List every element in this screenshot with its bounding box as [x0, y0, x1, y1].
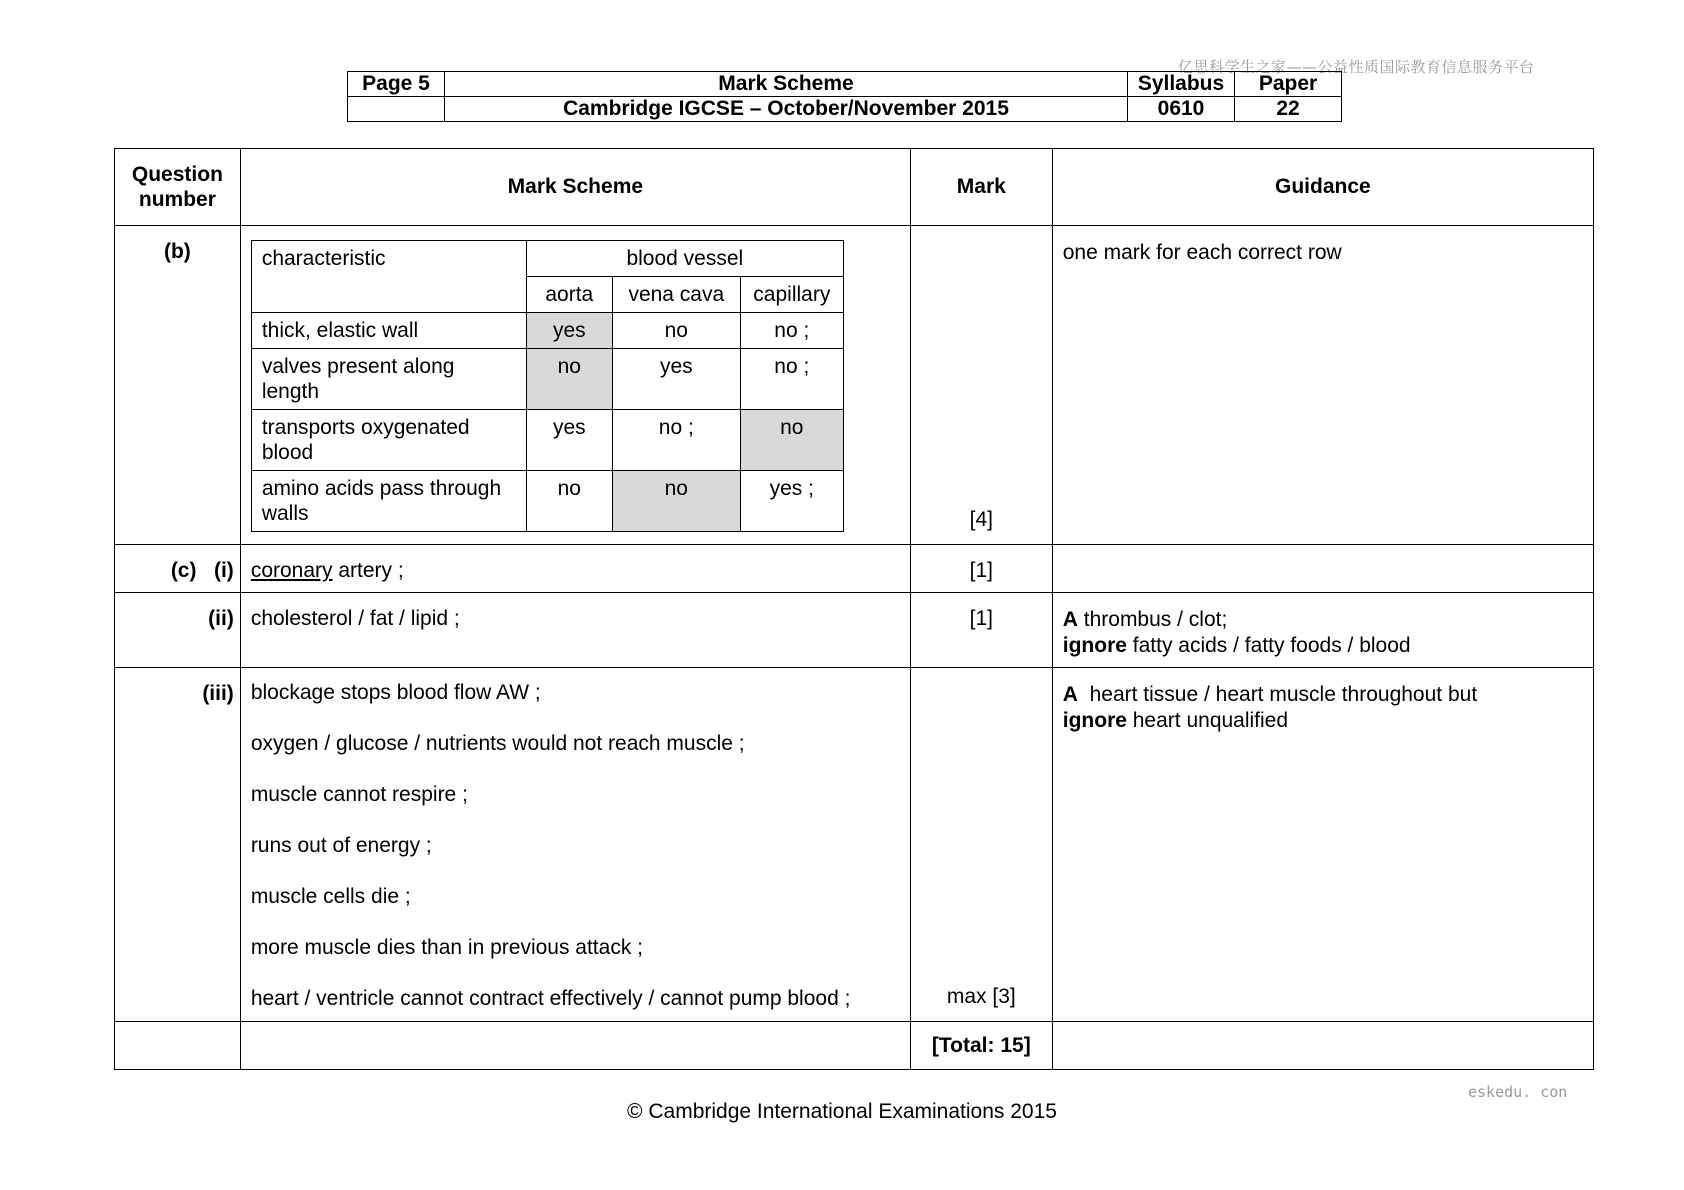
scheme-point: oxygen / glucose / nutrients would not reach muscle ;: [250, 732, 745, 755]
mark-b: [4]: [910, 226, 1052, 545]
vessel-aorta: aorta: [526, 277, 612, 313]
header-page: Page 5: [348, 72, 445, 97]
scheme-point: blockage stops blood flow AW ;: [250, 681, 541, 704]
scheme-c-i-rest: artery ;: [332, 559, 404, 582]
cell: no: [612, 471, 740, 532]
q-c-i: (c) (i): [115, 545, 241, 593]
col-mark: Mark: [910, 149, 1052, 226]
col-guidance: Guidance: [1052, 149, 1593, 226]
cell: no: [740, 410, 843, 471]
cell: no: [526, 471, 612, 532]
row-label: transports oxygenated blood: [251, 410, 526, 471]
row-label: thick, elastic wall: [251, 313, 526, 349]
guidance-c-iii: [1052, 668, 1593, 1022]
underlined-term: coronary: [250, 559, 333, 582]
watermark-top: 亿思科学生之家——公益性质国际教育信息服务平台: [1178, 58, 1535, 76]
guidance-line: [1063, 682, 1583, 708]
total-empty-scheme: [240, 1022, 910, 1070]
mark-scheme-table: [114, 148, 1594, 1070]
table-row: [251, 410, 843, 471]
guidance-text: fatty acids / fatty foods / blood: [1126, 634, 1411, 657]
guidance-c-i: [1052, 545, 1593, 593]
cell: no ;: [740, 313, 843, 349]
accept-label: A: [1062, 683, 1078, 706]
mark-c-iii: max [3]: [910, 668, 1052, 1022]
scheme-point: heart / ventricle cannot contract effectively / cannot pump blood ;: [250, 987, 851, 1010]
header-exam: Cambridge IGCSE – October/November 2015: [445, 97, 1128, 122]
header-syllabus: 0610: [1128, 97, 1235, 122]
col-question-label: Question number: [131, 163, 223, 211]
row-b: [115, 226, 1594, 545]
cell: no: [526, 349, 612, 410]
q-c-ii: (ii): [115, 593, 241, 668]
guidance-text: heart tissue / heart muscle throughout but: [1077, 683, 1478, 706]
q-b: (b): [115, 226, 241, 545]
row-label: amino acids pass through walls: [251, 471, 526, 532]
table-row: [251, 349, 843, 410]
cell: no: [612, 313, 740, 349]
mark-c-ii: [1]: [910, 593, 1052, 668]
scheme-point: more muscle dies than in previous attack ;: [250, 936, 643, 959]
cell: no ;: [740, 349, 843, 410]
guidance-line: [1063, 708, 1583, 734]
ignore-label: ignore: [1062, 634, 1127, 657]
scheme-c-iii: [240, 668, 910, 1022]
ignore-label: ignore: [1062, 709, 1127, 732]
page-header-table: [347, 71, 1342, 122]
scheme-c-ii: cholesterol / fat / lipid ;: [240, 593, 910, 668]
scheme-point: runs out of energy ;: [250, 834, 432, 857]
cell: no ;: [612, 410, 740, 471]
guidance-line: [1063, 633, 1583, 659]
col-scheme: Mark Scheme: [240, 149, 910, 226]
cell: yes ;: [740, 471, 843, 532]
table-row: [251, 313, 843, 349]
vessel-vena-cava: vena cava: [612, 277, 740, 313]
vessel-capillary: capillary: [740, 277, 843, 313]
accept-label: A: [1062, 608, 1078, 631]
col-question: [115, 149, 241, 226]
blood-vessel-table: [251, 240, 844, 532]
total-mark: [Total: 15]: [910, 1022, 1052, 1070]
row-total: [115, 1022, 1594, 1070]
cell: yes: [526, 313, 612, 349]
header-syllabus-label: Syllabus: [1128, 72, 1235, 97]
scheme-c-i: [240, 545, 910, 593]
q-c-iii: (iii): [115, 668, 241, 1022]
guidance-text: thrombus / clot;: [1077, 608, 1228, 631]
header-empty: [348, 97, 445, 122]
row-c-i: [115, 545, 1594, 593]
blood-vessel-header: blood vessel: [526, 241, 843, 277]
total-empty-q: [115, 1022, 241, 1070]
header-mark-scheme: Mark Scheme: [445, 72, 1128, 97]
cell: yes: [526, 410, 612, 471]
total-empty-guidance: [1052, 1022, 1593, 1070]
scheme-point: muscle cannot respire ;: [250, 783, 468, 806]
mark-c-i: [1]: [910, 545, 1052, 593]
scheme-b: [240, 226, 910, 545]
header-paper: 22: [1235, 97, 1342, 122]
guidance-line: [1063, 607, 1583, 633]
watermark-bottom: eskedu. con: [1468, 1083, 1568, 1101]
guidance-b: one mark for each correct row: [1052, 226, 1593, 545]
copyright-footer: © Cambridge International Examinations 2015: [627, 1100, 1057, 1123]
scheme-point: muscle cells die ;: [250, 885, 411, 908]
row-c-iii: [115, 668, 1594, 1022]
cell: yes: [612, 349, 740, 410]
characteristic-header: characteristic: [251, 241, 526, 313]
row-c-ii: [115, 593, 1594, 668]
guidance-c-ii: [1052, 593, 1593, 668]
guidance-text: heart unqualified: [1126, 709, 1289, 732]
table-row: [251, 471, 843, 532]
row-label: valves present along length: [251, 349, 526, 410]
header-paper-label: Paper: [1235, 72, 1342, 97]
